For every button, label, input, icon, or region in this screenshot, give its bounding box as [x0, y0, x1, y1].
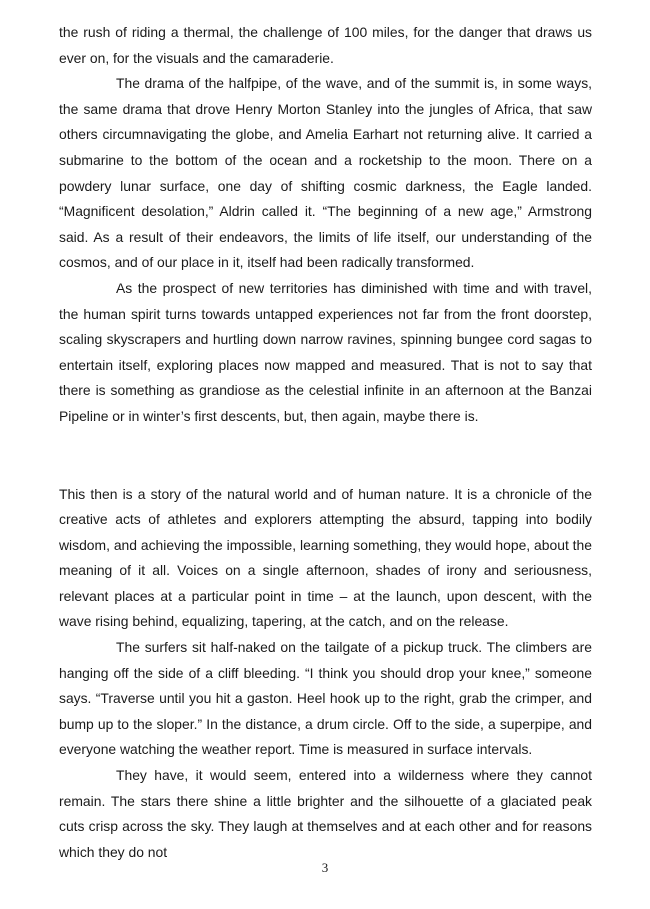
section-one [59, 20, 592, 430]
paragraph-wilderness: They have, it would seem, entered into a wilderness where they cannot remain. The stars there shine a little brighter and the silhouette of a glaciated peak cuts crisp across the sky. They laugh at themselves and at each other and for reasons which they do not [59, 767, 592, 860]
paragraph-drama: The drama of the halfpipe, of the wave, and of the summit is, in some ways, the same drama that drove Henry Morton Stanley into the jungles of Africa, that saw others circumnavigating the globe, and Amelia Earhart not returning alive. It carried a submarine to the bottom of the ocean and a rocketship to the moon. There on a powdery lunar surface, one day of shifting cosmic darkness, the Eagle landed. “Magnificent desolation,” Aldrin called it. “The beginning of a new age,” Armstrong said. As a result of their endeavors, the limits of life itself, our understanding of the cosmos, and of our place in it, itself had been radically transformed. [59, 75, 592, 271]
section-two [59, 482, 592, 866]
page-body [59, 20, 592, 865]
section-break [59, 430, 592, 482]
page-number: 3 [321, 860, 329, 875]
paragraph-new-territories: As the prospect of new territories has diminished with time and with travel, the human spirit turns towards untapped experiences not far from the front doorstep, scaling skyscrapers and hurtling down narrow ravines, spinning bungee cord sagas to entertain itself, exploring places now mapped and measured. That is not to say that there is something as grandiose as the celestial infinite in an afternoon at the Banzai Pipeline or in winter’s first descents, but, then again, maybe there is. [59, 279, 592, 424]
paragraph-continuation: the rush of riding a thermal, the challenge of 100 miles, for the danger that draws us ever on, for the visuals and the camaraderie. [59, 24, 592, 66]
paragraph-surfers: The surfers sit half-naked on the tailgate of a pickup truck. The climbers are hanging off the side of a cliff bleeding. “I think you should drop your knee,” someone says. “Traverse until you hit a gaston. Heel hook up to the right, grab the crimper, and bump up to the sloper.” In the distance, a drum circle. Off to the side, a superpipe, and everyone watching the weather report. Time is measured in surface intervals. [59, 639, 592, 758]
paragraph-story: This then is a story of the natural world and of human nature. It is a chronicle of the creative acts of athletes and explorers attempting the absurd, tapping into bodily wisdom, and achieving the impossible, learning something, they would hope, about the meaning of it all. Voices on a single afternoon, shades of irony and seriousness, relevant places at a particular point in time – at the launch, upon descent, with the wave rising behind, equalizing, tapering, at the catch, and on the release. [59, 485, 592, 630]
